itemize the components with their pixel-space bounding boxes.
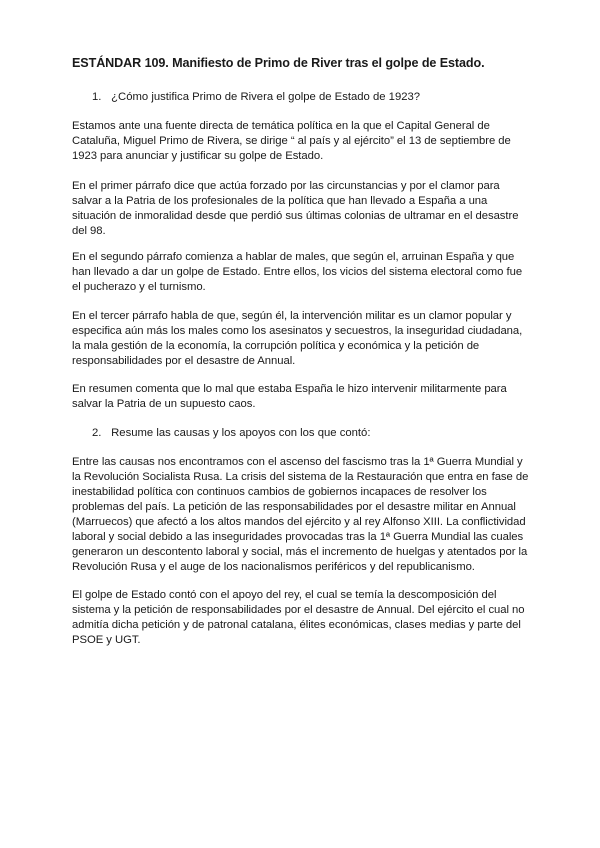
paragraph: En el tercer párrafo habla de que, según él, la intervención militar es un clamor popular y especifica aún más los males como los asesinatos y secuestros, la inseguridad ciudadana, la mala gestión de la economía, la corrupción política y económica y la petición de responsabilidades por el desastre de Annual. xyxy=(72,310,523,367)
question-number: 2. xyxy=(92,427,102,439)
question-number: 1. xyxy=(92,91,102,103)
question-1 xyxy=(92,90,532,105)
paragraph: Estamos ante una fuente directa de temática política en la que el Capital General de Cataluña, Miguel Primo de Rivera, se dirige “ al país y al ejército” el 13 de septiembre de 1923 para anunciar y justificar su golpe de Estado. xyxy=(72,120,511,162)
paragraph: En el segundo párrafo comienza a hablar de males, que según el, arruinan España y que han llevado a dar un golpe de Estado. Entre ellos, los vicios del sistema electoral como fue el pucherazo y el turnismo. xyxy=(72,251,523,293)
paragraph: En resumen comenta que lo mal que estaba España le hizo intervenir militarmente para salvar la Patria de un supuesto caos. xyxy=(72,383,507,410)
document-title: ESTÁNDAR 109. Manifiesto de Primo de River tras el golpe de Estado. xyxy=(72,56,485,70)
question-2 xyxy=(92,426,532,441)
question-text: Resume las causas y los apoyos con los que contó: xyxy=(111,427,371,439)
paragraph: El golpe de Estado contó con el apoyo del rey, el cual se temía la descomposición del sistema y la petición de responsabilidades por el desastre de Annual. Del ejército el cual no admitía dicha petición y de patronal catalana, élites económicas, clases medias y parte del PSOE y UGT. xyxy=(72,589,525,646)
paragraph: En el primer párrafo dice que actúa forzado por las circunstancias y por el clamor para salvar a la Patria de los profesionales de la política que han llevado a España a una situación de inmoralidad desde que perdió sus últimas colonias de ultramar en el desastre del 98. xyxy=(72,180,519,237)
paragraph: Entre las causas nos encontramos con el ascenso del fascismo tras la 1ª Guerra Mundial y la Revolución Socialista Rusa. La crisis del sistema de la Restauración que entra en fase de inestabilidad política con continuos cambios de gobiernos incapaces de resolver los problemas del país. La petición de las responsabilidades por el desastre militar en Annual (Marruecos) que afectó a los altos mandos del ejército y al rey Alfonso XIII. La conflictividad laboral y social debido a las inseguridades provocadas tras la 1ª Guerra Mundial las cuales generaron un descontento laboral y social, más el incremento de huelgas y atentados por la Revolución Rusa y el auge de los nacionalismos periféricos y del republicanismo. xyxy=(72,456,529,573)
question-text: ¿Cómo justifica Primo de Rivera el golpe de Estado de 1923? xyxy=(111,91,421,103)
